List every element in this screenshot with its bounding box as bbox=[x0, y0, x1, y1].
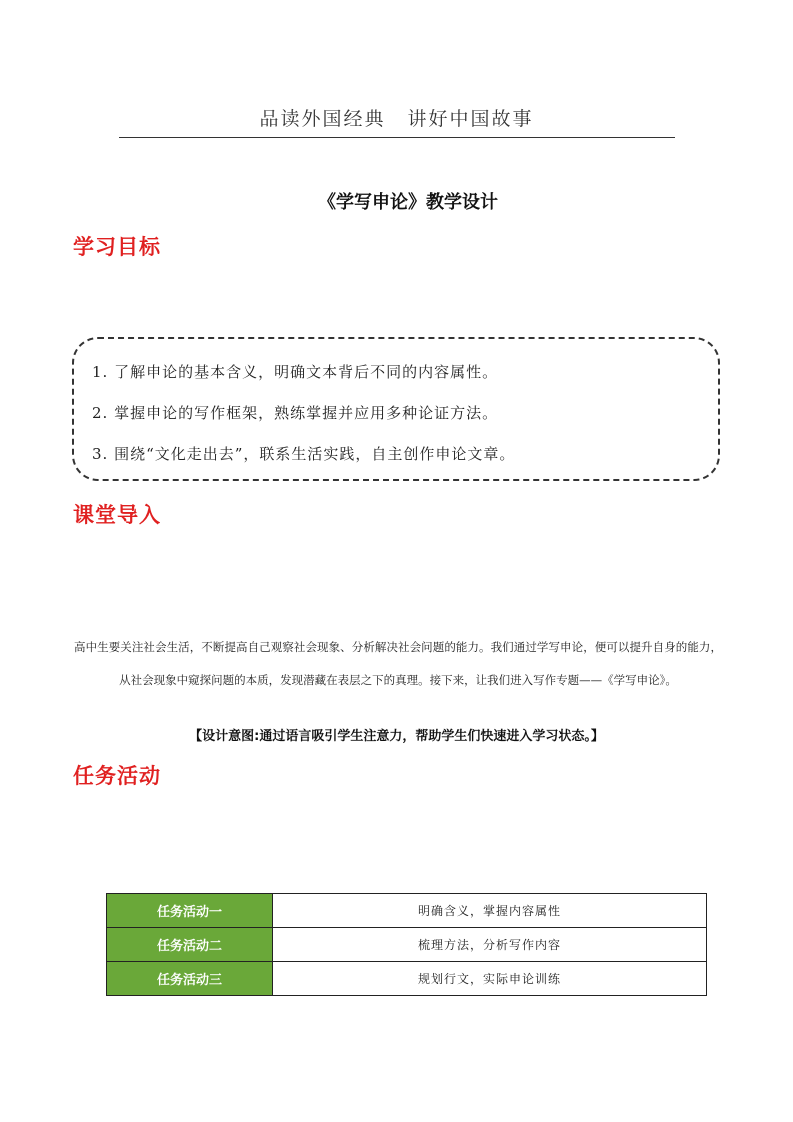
header-divider bbox=[119, 137, 675, 138]
table-row bbox=[107, 928, 707, 962]
task-desc-cell: 梳理方法，分析写作内容 bbox=[273, 928, 707, 962]
goal-item: 1. 了解申论的基本含义，明确文本背后不同的内容属性。 bbox=[92, 363, 499, 381]
task-name-cell: 任务活动一 bbox=[107, 894, 273, 928]
section-heading-goals: 学习目标 bbox=[73, 235, 161, 259]
task-desc-cell: 明确含义，掌握内容属性 bbox=[273, 894, 707, 928]
table-row bbox=[107, 962, 707, 996]
section-heading-tasks: 任务活动 bbox=[73, 764, 161, 788]
task-name-cell: 任务活动二 bbox=[107, 928, 273, 962]
intro-paragraph: 高中生要关注社会生活，不断提高自己观察社会现象、分析解决社会问题的能力。我们通过学写申论，便可以提升自身的能力，从社会现象中窥探问题的本质，发现潜藏在表层之下的真理。接下来，让我们进入写作专题——《学写申论》。 bbox=[74, 640, 722, 687]
design-note: 【设计意图:通过语言吸引学生注意力，帮助学生们快速进入学习状态。】 bbox=[189, 729, 604, 744]
document-title: 《学写申论》教学设计 bbox=[318, 192, 498, 213]
task-name-cell: 任务活动三 bbox=[107, 962, 273, 996]
goal-item: 3. 围绕“文化走出去”，联系生活实践，自主创作申论文章。 bbox=[92, 445, 516, 463]
section-heading-intro: 课堂导入 bbox=[73, 503, 161, 527]
goals-box bbox=[72, 337, 720, 481]
task-table bbox=[106, 893, 707, 996]
goal-item: 2. 掌握申论的写作框架，熟练掌握并应用多种论证方法。 bbox=[92, 404, 499, 422]
task-desc-cell: 规划行文，实际申论训练 bbox=[273, 962, 707, 996]
header-title: 品读外国经典 讲好中国故事 bbox=[259, 108, 534, 130]
table-row bbox=[107, 894, 707, 928]
